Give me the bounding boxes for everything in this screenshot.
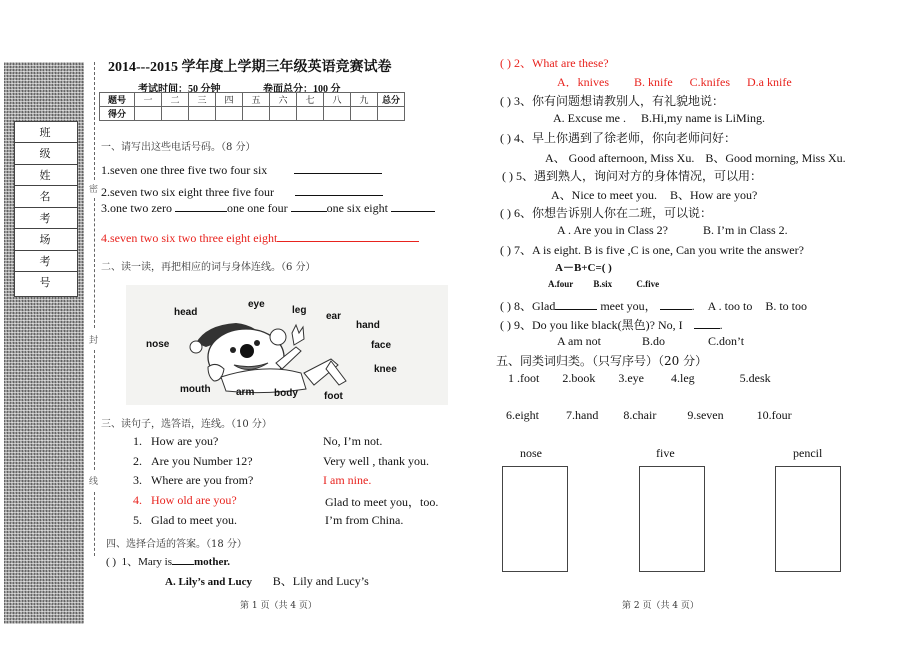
question-number: 5. [133, 513, 142, 527]
body-word: knee [374, 364, 397, 375]
total-score: 卷面总分：100 分 [263, 84, 341, 95]
option[interactable]: A、 Good afternoon, Miss Xu. [545, 151, 695, 165]
question-text: Are you Number 12? [151, 454, 253, 468]
choice-question-6 [500, 204, 712, 221]
category-label: nose [520, 446, 542, 460]
word-item: 2.book [562, 371, 596, 385]
option[interactable]: C.knifes [689, 75, 731, 89]
match-question[interactable] [133, 454, 253, 469]
answer-paren[interactable]: ( ) [502, 169, 513, 183]
phone-item-text: one six eight [326, 201, 388, 215]
answer-paren[interactable]: ( ) [500, 243, 511, 257]
phone-item-4 [101, 230, 419, 246]
section5-heading: 五、同类词归类。（只写序号）（20 分） [496, 354, 708, 368]
category-box-pencil[interactable] [775, 466, 841, 572]
answer-blank[interactable] [277, 230, 419, 242]
score-cell: 三 [189, 93, 216, 107]
body-word: arm [236, 387, 255, 398]
score-input[interactable] [216, 107, 243, 121]
question-text: 7、A is eight. B is five ,C is one, Can you write the answer? [514, 243, 804, 257]
score-input[interactable] [162, 107, 189, 121]
score-cell: 七 [297, 93, 324, 107]
match-answer[interactable]: I am nine. [323, 473, 372, 487]
score-table [99, 92, 405, 121]
word-item: 4.leg [671, 371, 695, 385]
body-word: mouth [180, 384, 211, 395]
answer-blank[interactable] [175, 200, 227, 212]
body-parts-picture [126, 285, 448, 405]
question-text: Where are you from? [151, 473, 254, 487]
score-input[interactable] [270, 107, 297, 121]
phone-item-text: 4.seven two six two three eight eight [101, 231, 278, 245]
body-word: ear [326, 311, 342, 322]
body-word: nose [146, 339, 170, 350]
binding-mark-mi: 密 [89, 185, 99, 195]
score-cell: 二 [162, 93, 189, 107]
choice-question-5 [502, 167, 762, 184]
binding-mark-xian: 线 [89, 477, 99, 487]
option[interactable]: B、Good morning, Miss Xu. [705, 151, 846, 165]
dotted-line [94, 350, 95, 470]
category-label: pencil [793, 446, 823, 460]
section2-heading: 二、读一读，再把相应的词与身体连线。（6 分） [101, 262, 316, 273]
bear-raised-hand [292, 325, 304, 345]
question-text: How old are you? [151, 493, 237, 507]
option[interactable]: B. to too [765, 299, 807, 313]
option[interactable]: B. I’m in Class 2. [703, 223, 788, 237]
answer-blank[interactable] [555, 298, 597, 310]
option[interactable]: B、How are you? [669, 188, 758, 202]
match-answer[interactable]: Glad to meet you，too. [325, 495, 439, 509]
body-word: head [174, 307, 198, 318]
option[interactable]: D.a knife [747, 75, 792, 89]
name-label: 姓 名 [15, 165, 77, 186]
choice-question-3 [500, 92, 724, 109]
cartoon-bear-illustration [126, 285, 448, 405]
answer-blank[interactable] [391, 200, 435, 212]
choice-question-1 [106, 553, 230, 569]
section1-heading: 一、请写出这些电话号码。（8 分） [101, 142, 256, 153]
section4-heading: 四、选择合适的答案。（18 分） [106, 539, 247, 550]
answer-blank[interactable] [291, 200, 327, 212]
answer-paren[interactable]: ( ) [500, 318, 511, 332]
hat-pompom [190, 341, 202, 353]
question-number: 1. [133, 434, 142, 448]
phone-item-2 [101, 184, 383, 200]
score-input[interactable] [378, 107, 405, 121]
body-word: eye [248, 299, 265, 310]
phone-item-3 [101, 200, 435, 216]
word-item: 10.four [756, 408, 792, 422]
phone-item-text: 3.one two zero [101, 201, 172, 215]
option[interactable]: B、Lily and Lucy’s [272, 574, 369, 588]
class-label: 班 级 [15, 122, 77, 143]
score-table-header-row [100, 93, 405, 107]
choice-question-7 [500, 241, 804, 258]
score-input[interactable] [324, 107, 351, 121]
question-text: mother. [194, 556, 230, 568]
word-item: 5.desk [739, 371, 771, 385]
question-text: Glad to meet you. [151, 513, 237, 527]
exam-time: 考试时间：50 分钟 [138, 84, 221, 95]
word-row-1 [508, 371, 771, 386]
match-question[interactable] [133, 513, 237, 528]
exam-title: 2014---2015 学年度上学期三年级英语竞赛试卷 [108, 60, 392, 75]
question-text: 1、Mary is [121, 556, 172, 568]
question-text: meet you， [600, 299, 657, 313]
phone-item-text: one one four [226, 201, 288, 215]
option[interactable]: A.four [548, 279, 574, 289]
dotted-line [94, 492, 95, 556]
question-text: 3、你有问题想请教别人，有礼貌地说： [514, 94, 725, 108]
bear-eye [230, 347, 236, 353]
option[interactable]: A . Are you in Class 2? [557, 223, 668, 237]
choice-options-6 [557, 223, 788, 238]
option[interactable]: A . too to [707, 299, 753, 313]
option[interactable]: B.Hi,my name is LiMing. [640, 111, 765, 125]
score-cell: 六 [270, 93, 297, 107]
score-cell: 一 [135, 93, 162, 107]
answer-paren[interactable]: ( ) [500, 299, 511, 313]
body-word: body [274, 388, 298, 399]
choice-options-2 [557, 73, 792, 90]
answer-blank[interactable] [294, 162, 382, 174]
answer-paren[interactable]: ( ) [500, 206, 511, 220]
score-cell: 题号 [100, 93, 135, 107]
score-cell: 总分 [378, 93, 405, 107]
question-number: 4. [133, 493, 142, 507]
option[interactable]: B.do [642, 334, 666, 348]
choice-question-8: ( ) 8、Glad meet you， . A . too to B. to too [500, 299, 807, 313]
answer-paren[interactable]: ( ) [106, 556, 117, 568]
choice-options-7 [548, 279, 659, 289]
choice-question-4 [500, 129, 736, 146]
bear-eye [254, 340, 260, 346]
category-box-nose[interactable] [502, 466, 568, 572]
dotted-line [94, 198, 95, 328]
score-input[interactable] [189, 107, 216, 121]
match-answer[interactable]: Very well , thank you. [323, 454, 429, 468]
body-word: face [371, 340, 392, 351]
answer-blank[interactable] [694, 317, 720, 329]
score-input[interactable] [243, 107, 270, 121]
option[interactable]: A. Lily’s and Lucy [165, 576, 253, 588]
answer-blank[interactable] [295, 184, 383, 196]
score-input[interactable] [351, 107, 378, 121]
word-item: 1 .foot [508, 371, 540, 385]
score-cell: 四 [216, 93, 243, 107]
word-item: 6.eight [506, 408, 539, 422]
score-input[interactable] [297, 107, 324, 121]
page-number-2: 第 2 页（共 4 页） [622, 601, 699, 611]
exam-number-label: 考 号 [15, 251, 77, 272]
question-number: 2. [133, 454, 142, 468]
answer-paren[interactable]: ( ) [500, 56, 511, 70]
answer-blank[interactable] [172, 553, 194, 565]
score-cell: 九 [351, 93, 378, 107]
body-word: leg [292, 305, 307, 316]
section3-heading: 三、读句子，选答语，连线。（10 分） [101, 419, 272, 430]
answer-paren[interactable]: ( ) [500, 131, 511, 145]
bear-nose [240, 344, 254, 358]
option[interactable]: B.six [593, 279, 613, 289]
question-text: How are you? [151, 434, 219, 448]
dotted-line [94, 62, 95, 180]
word-item: 9.seven [687, 408, 724, 422]
score-row-label: 得分 [100, 107, 135, 121]
word-item: 7.hand [566, 408, 599, 422]
question-text: 8、Glad [514, 299, 556, 313]
word-item: 3.eye [618, 371, 644, 385]
option[interactable]: A. Excuse me . [553, 111, 626, 125]
match-question[interactable] [133, 473, 253, 488]
option[interactable]: C.don’t [708, 334, 745, 348]
score-cell: 五 [243, 93, 270, 107]
question-text: 5、遇到熟人，询问对方的身体情况，可以用： [516, 169, 763, 183]
phone-item-text: 1.seven one three five two four six [101, 163, 268, 177]
category-label: five [656, 446, 675, 460]
room-label: 考 场 [15, 208, 77, 229]
phone-item-text: 2.seven two six eight three five four [101, 185, 274, 199]
option[interactable]: A、Nice to meet you. [551, 188, 657, 202]
word-item: 8.chair [623, 408, 657, 422]
choice-options-5 [551, 186, 757, 203]
choice-question-2 [500, 54, 609, 71]
bear-ear [270, 329, 286, 345]
question-text: 6、你想告诉别人你在二班，可以说： [514, 206, 713, 220]
choice-options-4 [545, 149, 846, 166]
option[interactable]: A am not [557, 334, 601, 348]
body-word: foot [324, 391, 343, 402]
question-text: 2、What are these? [514, 56, 609, 70]
option[interactable]: A．knives [557, 75, 609, 89]
score-cell: 八 [324, 93, 351, 107]
match-answer[interactable]: I’m from China. [325, 513, 404, 527]
answer-blank[interactable] [660, 298, 692, 310]
student-info-box [14, 121, 78, 297]
body-word: hand [356, 320, 380, 331]
phone-item-1 [101, 162, 382, 178]
match-answer[interactable]: No, I’m not. [323, 434, 383, 448]
option[interactable]: C.five [636, 279, 660, 289]
binding-mark-feng: 封 [89, 336, 99, 346]
category-box-five[interactable] [639, 466, 705, 572]
answer-paren[interactable]: ( ) [500, 94, 511, 108]
choice-question-9: ( ) 9、Do you like black(黑色)? No, I . [500, 318, 723, 332]
score-input[interactable] [135, 107, 162, 121]
choice-options-9 [557, 334, 744, 349]
choice-options-3 [553, 111, 765, 126]
formula: A－B+C=( ) [555, 262, 612, 274]
question-number: 3. [133, 473, 142, 487]
score-table-score-row [100, 107, 405, 121]
question-text: 9、Do you like black(黑色)? No, I [514, 318, 683, 332]
question-text: 4、早上你遇到了徐老师，你向老师问好： [514, 131, 737, 145]
choice-options-1 [165, 572, 369, 589]
match-question[interactable] [133, 493, 237, 508]
word-row-2 [506, 408, 792, 423]
match-question[interactable] [133, 434, 218, 449]
page-number-1: 第 1 页（共 4 页） [240, 601, 317, 611]
option[interactable]: B. knife [634, 75, 673, 89]
